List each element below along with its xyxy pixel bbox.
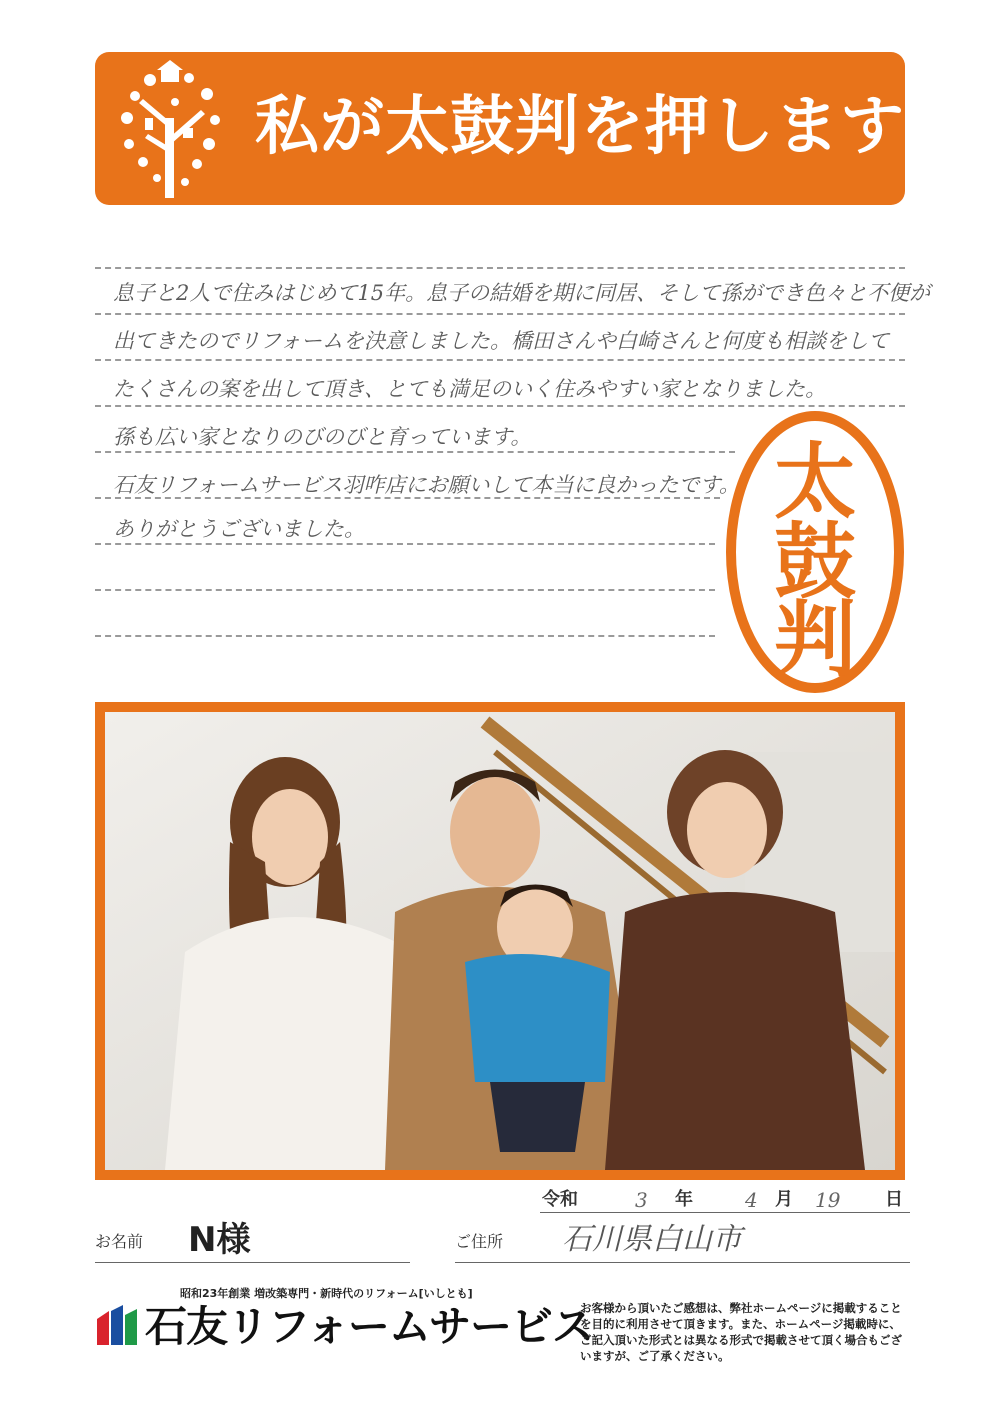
era-label: 令和 bbox=[542, 1189, 578, 1210]
name-underline bbox=[95, 1262, 410, 1263]
day-label: 日 bbox=[885, 1189, 903, 1210]
month-label: 月 bbox=[775, 1189, 793, 1210]
message-line: ありがとうございました。 bbox=[113, 517, 365, 541]
company-name: 石友リフォームサービス bbox=[145, 1302, 594, 1351]
message-line: 出てきたのでリフォームを決意しました。橋田さんや白崎さんと何度も相談をして bbox=[113, 329, 889, 353]
ruled-line bbox=[95, 313, 905, 315]
photo-illustration bbox=[105, 712, 895, 1170]
tree-icon bbox=[105, 58, 235, 198]
date-day: 19 bbox=[815, 1188, 841, 1212]
message-line: 石友リフォームサービス羽咋店にお願いして本当に良かったです。 bbox=[113, 473, 740, 497]
stamp-char: 鼓 bbox=[773, 515, 857, 610]
year-label: 年 bbox=[675, 1189, 693, 1210]
message-line: 孫も広い家となりのびのびと育っています。 bbox=[113, 425, 532, 449]
name-label: お名前 bbox=[95, 1232, 144, 1251]
photo-frame bbox=[95, 702, 905, 1180]
date-month: 4 bbox=[745, 1188, 758, 1212]
address-label: ご住所 bbox=[455, 1232, 504, 1251]
ruled-line bbox=[95, 589, 715, 591]
ruled-line bbox=[95, 267, 905, 269]
header-banner bbox=[95, 52, 936, 205]
company-tagline: 昭和23年創業 増改築専門・新時代のリフォーム[いしとも] bbox=[180, 1287, 473, 1300]
date-year: 3 bbox=[635, 1188, 648, 1212]
address-underline bbox=[455, 1262, 910, 1263]
stamp-seal bbox=[725, 410, 905, 695]
message-line: たくさんの案を出して頂き、とても満足のいく住みやすい家となりました。 bbox=[113, 377, 827, 401]
family-photo bbox=[105, 712, 895, 1170]
stamp-char: 太 bbox=[773, 435, 857, 530]
page-title: 私が太鼓判を押します! bbox=[255, 90, 936, 164]
stamp-char: 判 bbox=[773, 593, 857, 688]
date-underline bbox=[540, 1212, 910, 1213]
ruled-line bbox=[95, 635, 715, 637]
customer-name: N様 bbox=[188, 1220, 251, 1260]
message-line: 息子と2人で住みはじめて15年。息子の結婚を期に同居、そして孫ができ色々と不便が bbox=[113, 281, 931, 305]
date-row bbox=[540, 1185, 910, 1215]
customer-address: 石川県白山市 bbox=[562, 1222, 742, 1257]
company-logo-mark bbox=[95, 1305, 139, 1345]
privacy-notice: お客様から頂いたご感想は、弊社ホームページに掲載することを目的に利用させて頂きます。また、ホームページ掲載時に、ご記入頂いた形式とは異なる形式で掲載させて頂く場合もございますが、ご了承ください。 bbox=[580, 1301, 902, 1363]
